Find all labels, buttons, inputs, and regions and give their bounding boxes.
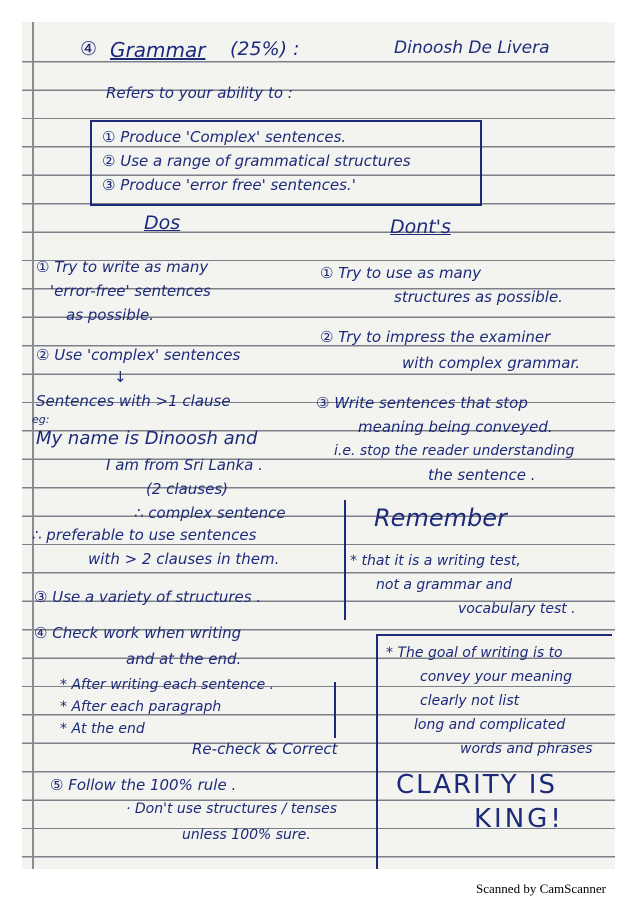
dos-line: (2 clauses): [146, 480, 228, 498]
dos-line: I am from Sri Lanka .: [106, 456, 263, 474]
dos-line: * After each paragraph: [60, 699, 222, 715]
section-number: ④: [80, 38, 98, 60]
bracket-line: [334, 682, 336, 738]
dos-line: Re-check & Correct: [192, 740, 338, 758]
slogan-line-2: KING!: [474, 804, 564, 834]
donts-line: ① Try to use as many: [320, 264, 482, 282]
ability-item: ③ Produce 'error free' sentences.': [102, 176, 356, 194]
donts-line: structures as possible.: [394, 288, 563, 306]
donts-heading: Dont's: [390, 216, 451, 238]
ability-item: ② Use a range of grammatical structures: [102, 152, 411, 170]
dos-line: as possible.: [66, 306, 154, 324]
donts-line: meaning being conveyed.: [358, 418, 553, 436]
margin-line: [32, 22, 34, 869]
dos-line: ∴ preferable to use sentences: [32, 526, 257, 544]
dos-line: and at the end.: [126, 650, 242, 668]
dos-line: 'error-free' sentences: [50, 282, 211, 300]
slogan-line-1: CLARITY IS: [396, 770, 557, 800]
goal-line: words and phrases: [460, 741, 593, 757]
dos-line: ∴ complex sentence: [134, 504, 286, 522]
dos-line: ③ Use a variety of structures .: [34, 588, 262, 606]
dos-line: ④ Check work when writing: [34, 624, 242, 642]
page-title: Grammar: [110, 38, 206, 62]
goal-line: long and complicated: [414, 717, 566, 733]
remember-border: [344, 500, 346, 620]
dos-line: with > 2 clauses in them.: [88, 550, 280, 568]
dos-line: * After writing each sentence .: [60, 677, 275, 693]
donts-line: with complex grammar.: [402, 354, 581, 372]
donts-line: ③ Write sentences that stop: [316, 394, 528, 412]
dos-line: ① Try to write as many: [36, 258, 209, 276]
donts-line: i.e. stop the reader understanding: [334, 443, 575, 459]
remember-line: * that it is a writing test,: [350, 553, 521, 569]
dos-line: ② Use 'complex' sentences: [36, 346, 241, 364]
remember-heading: Remember: [374, 504, 507, 532]
remember-line: vocabulary test .: [458, 601, 576, 617]
dos-line: Sentences with >1 clause: [36, 392, 231, 410]
remember-line: not a grammar and: [376, 577, 513, 593]
dos-line: * At the end: [60, 721, 145, 737]
scanner-watermark: Scanned by CamScanner: [476, 881, 606, 896]
intro-text: Refers to your ability to :: [106, 84, 293, 102]
title-weight: (25%) :: [230, 38, 300, 60]
dos-heading: Dos: [144, 212, 181, 234]
donts-line: the sentence .: [428, 466, 536, 484]
donts-line: ② Try to impress the examiner: [320, 328, 551, 346]
author-name: Dinoosh De Livera: [394, 38, 550, 58]
goal-line: convey your meaning: [420, 669, 573, 685]
ability-item: ① Produce 'Complex' sentences.: [102, 128, 347, 146]
goal-line: * The goal of writing is to: [386, 645, 563, 661]
dos-line: · Don't use structures / tenses: [126, 801, 338, 817]
goal-top-border: [376, 634, 612, 636]
dos-line: eg:: [32, 413, 50, 426]
dos-line: ⑤ Follow the 100% rule .: [50, 776, 237, 794]
arrow-icon: ↓: [114, 368, 127, 386]
goal-border: [376, 634, 378, 869]
dos-line: unless 100% sure.: [182, 827, 311, 843]
goal-line: clearly not list: [420, 693, 520, 709]
notebook-page: [22, 22, 615, 869]
dos-line: My name is Dinoosh and: [36, 428, 258, 449]
